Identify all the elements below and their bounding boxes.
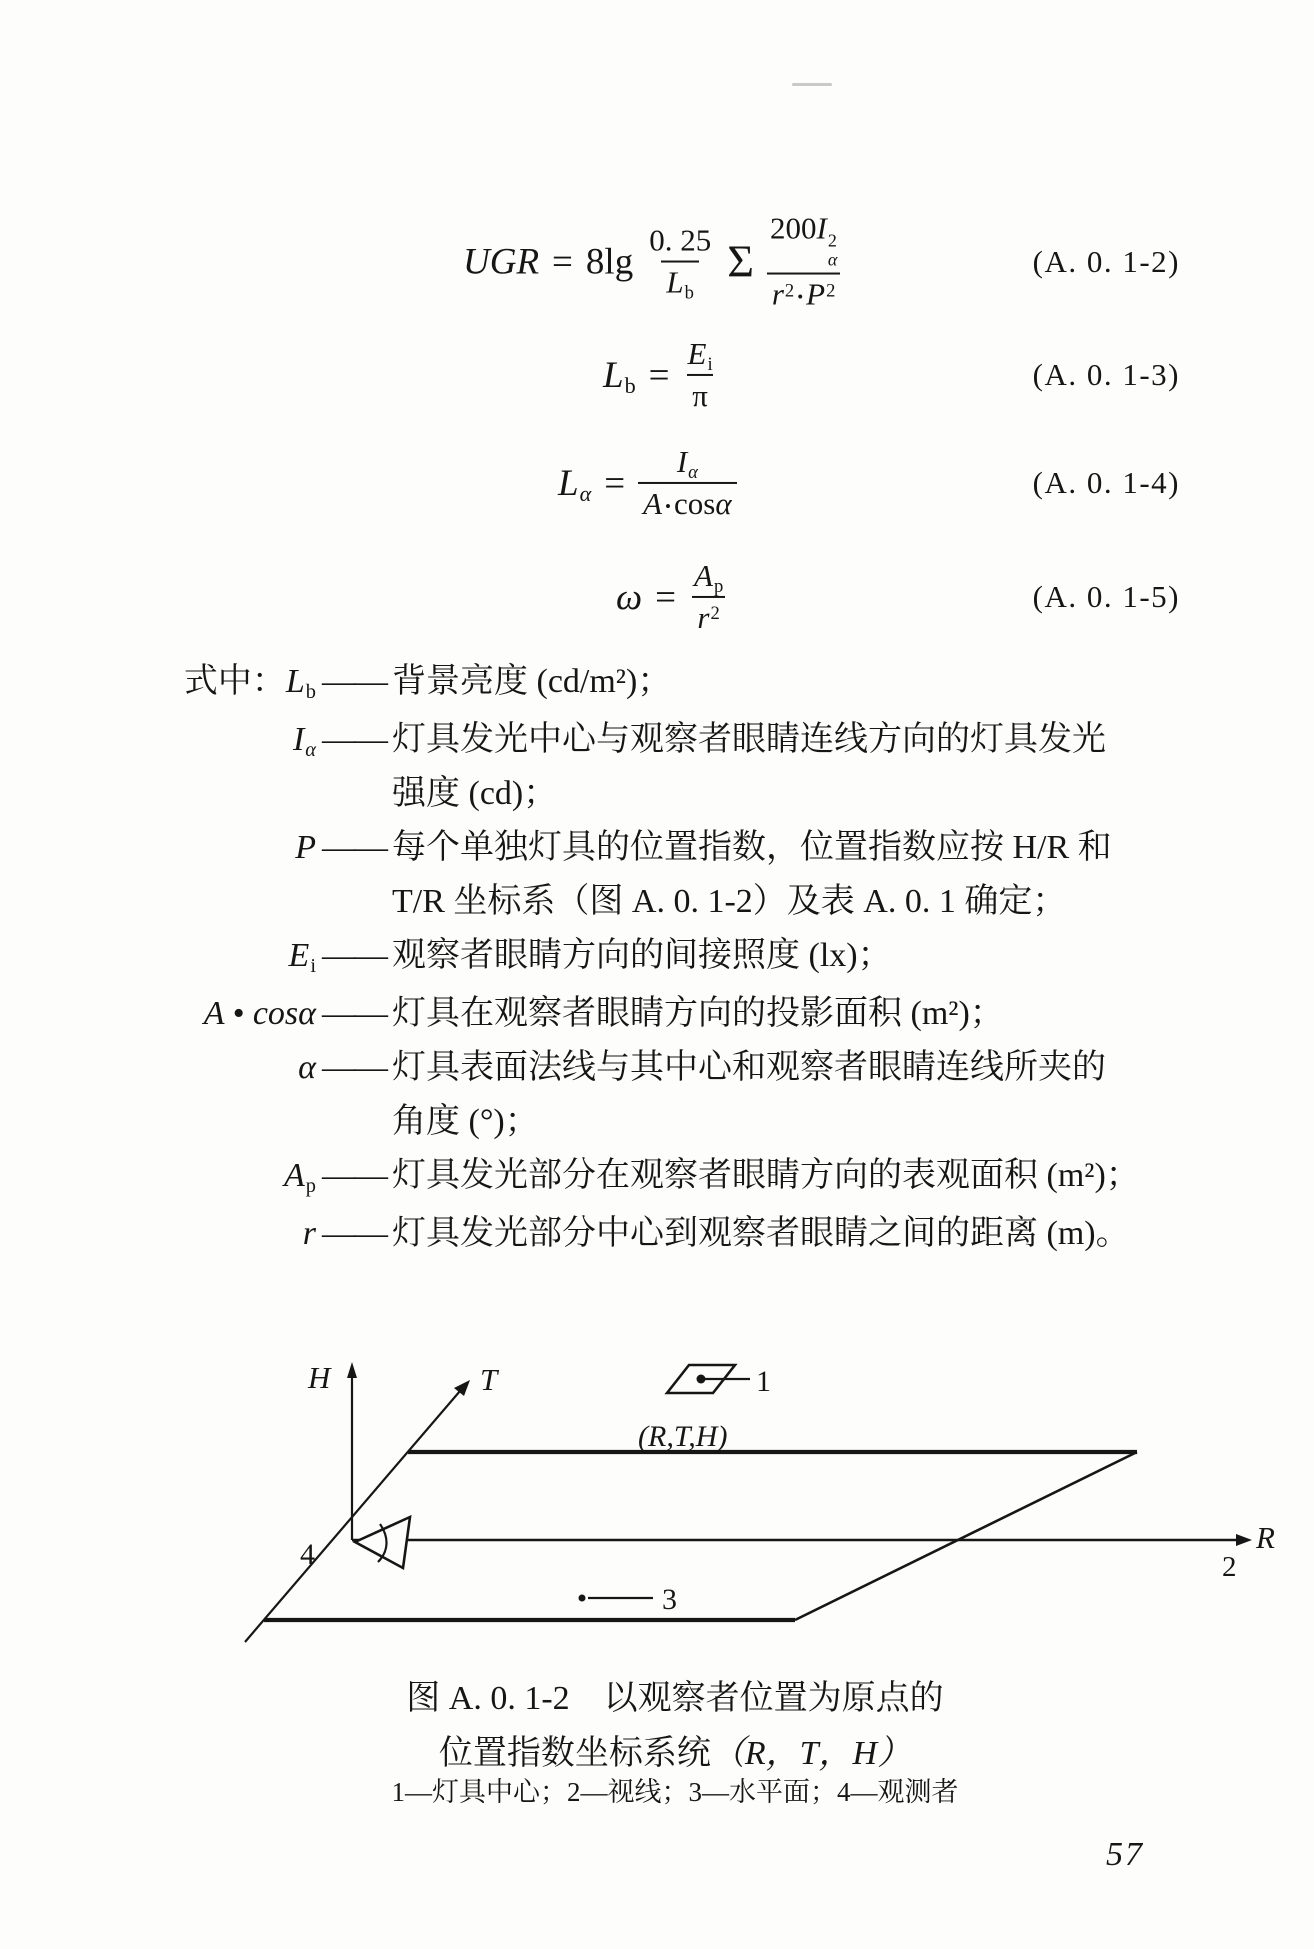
fraction-numerator [672,443,703,483]
multiplication-dot: • [665,496,672,516]
equals-sign: = [604,462,626,504]
page-number: 57 [1106,1836,1144,1873]
definition-text [392,987,1210,1041]
caption-coordinates: （R，T，H） [710,1735,912,1772]
var: A [284,1157,305,1194]
fraction-denominator [638,482,737,521]
var-sub: α [579,481,592,507]
r-axis-label: R [1256,1520,1275,1555]
cos-function: cos [674,485,716,521]
fraction-numerator: 0. 25 [649,222,712,258]
fraction-denominator [767,273,841,312]
fraction [638,443,737,521]
symbol [0,1207,316,1261]
var-sub: α [688,461,698,483]
definition-dash: —— [322,1215,386,1252]
fraction-numerator [689,557,728,597]
definition-row [0,713,1210,821]
callout-2-label: 2 [1222,1551,1237,1583]
var: I [676,443,688,479]
definition-line: 背景亮度 (cd/m²)； [392,663,672,700]
definition-dash: —— [322,1157,386,1194]
symbol [0,655,316,713]
var-sub: b [684,282,694,304]
definition-line: 每个单独灯具的位置指数，位置指数应按 H/R 和 [392,829,1112,866]
var-sub: i [310,955,316,978]
definition-row [0,821,1210,929]
var-sub: b [624,373,636,399]
fraction [765,210,842,312]
r-axis-arrow [1236,1534,1252,1546]
definition-row [0,1207,1210,1261]
var: α [715,485,732,521]
var: L [285,663,305,700]
callout-1-label: 1 [756,1365,771,1398]
symbol [0,1041,316,1095]
formula-omega [616,557,728,635]
var-supsub [828,231,837,270]
var-sub: α [305,739,316,762]
definition-row [0,929,1210,987]
var: L [558,462,579,504]
formula-lb [603,335,718,413]
var: A • cosα [203,995,316,1032]
observer-eye-icon [355,1517,410,1568]
formula-lhs: ω [616,576,643,618]
definition-dash: —— [322,995,386,1032]
fraction-numerator [765,210,842,273]
definition-line: 角度 (°)； [392,1103,539,1140]
definition-line: 灯具表面法线与其中心和观察者眼睛连线所夹的 [392,1049,1106,1086]
symbol [0,713,316,771]
symbol [0,821,316,875]
fraction-denominator [661,261,699,304]
h-axis-label: H [308,1360,331,1395]
definition-dash: —— [322,721,386,758]
point-coordinates-label: (R,T,H) [638,1420,728,1453]
formula-ugr [463,210,842,312]
var-sup: 2 [826,280,836,302]
equation-number: (A. 0. 1-2) [1032,244,1180,279]
figure-caption-line2 [0,1725,1314,1774]
figure-legend: 1—灯具中心；2—视线；3—水平面；4—观测者 [391,1777,959,1807]
definition-line: T/R 坐标系（图 A. 0. 1-2）及表 A. 0. 1 确定； [392,883,1067,920]
var: r [771,276,784,312]
multiplication-dot: • [797,287,804,307]
figure-caption-line1: 图 A. 0. 1-2 以观察者位置为原点的 [406,1680,944,1717]
var: A [643,485,663,521]
fraction-denominator: π [687,374,713,413]
callout-4-label: 4 [300,1538,315,1571]
var: r [697,599,710,635]
sigma-symbol: Σ [727,236,754,287]
scan-artifact [792,83,832,86]
var: P [295,829,316,866]
equals-sign: = [655,576,676,618]
formula-lhs [558,462,591,505]
definition-line: 灯具发光部分在观察者眼睛方向的表观面积 (m²)； [392,1157,1140,1194]
var-sub: p [305,1175,316,1198]
symbol [0,1149,316,1207]
fraction-numerator [683,335,718,375]
fraction-denominator [692,596,724,635]
var: P [806,276,826,312]
equation-number: (A. 0. 1-3) [1032,357,1180,392]
symbol [0,987,316,1041]
var: I [816,210,827,246]
caption-text: 位置指数坐标系统 [438,1735,711,1772]
var: L [666,264,684,300]
t-axis-label: T [480,1362,498,1397]
coef: 200 [769,210,817,246]
plane-right-edge [795,1452,1137,1620]
var-sup: 2 [710,603,720,625]
definition-line: 灯具发光中心与观察者眼睛连线方向的灯具发光 [392,721,1106,758]
definition-row [0,1041,1210,1149]
definition-row [0,1149,1210,1207]
definition-text [392,1149,1210,1203]
var: E [687,335,707,371]
fraction [689,557,728,635]
definition-row [0,987,1210,1041]
formula-coef: 8lg [585,241,634,283]
var-sub: i [707,353,713,375]
definition-line: 灯具在观察者眼睛方向的投影面积 (m²)； [392,995,1004,1032]
equals-sign: = [648,354,670,396]
var-sub: b [305,681,316,704]
where-prefix: 式中： [183,663,286,700]
definition-line: 强度 (cd)； [392,775,558,812]
symbol [0,929,316,987]
equation-number: (A. 0. 1-4) [1032,465,1180,500]
definition-text [392,821,1210,929]
definition-dash: —— [322,663,386,700]
definition-dash: —— [322,937,386,974]
var: α [298,1049,316,1086]
fraction [683,335,718,413]
definition-text [392,655,1210,709]
equation-number: (A. 0. 1-5) [1032,579,1180,614]
coordinate-diagram [210,1350,1295,1670]
equals-sign: = [552,241,573,283]
formula-lhs: UGR [463,241,540,283]
formula-la [558,443,737,521]
plane-callout-dot [579,1595,586,1602]
symbol-definitions [0,655,1210,1261]
var: I [292,721,305,758]
h-axis-arrow [347,1362,357,1378]
definition-text [392,929,1210,983]
definition-text [392,1041,1210,1149]
var-sup: 2 [784,280,795,302]
var-sup: 2 [827,230,837,251]
luminaire-center-dot [697,1375,706,1384]
definition-dash: —— [322,829,386,866]
definition-dash: —— [322,1049,386,1086]
fraction [644,222,716,304]
var: r [302,1215,316,1252]
var: L [603,354,624,396]
var-sub: p [713,575,724,597]
definition-text [392,713,1210,821]
formula-lhs [603,354,636,397]
var: E [288,937,310,974]
callout-3-label: 3 [662,1583,677,1616]
var: A [694,557,713,593]
definition-line: 观察者眼睛方向的间接照度 (lx)； [392,937,892,974]
t-axis-line [245,1384,466,1642]
var-sub: α [827,249,838,270]
definition-row [0,655,1210,713]
definition-text [392,1207,1210,1261]
definition-line: 灯具发光部分中心到观察者眼睛之间的距离 (m)。 [392,1215,1130,1252]
